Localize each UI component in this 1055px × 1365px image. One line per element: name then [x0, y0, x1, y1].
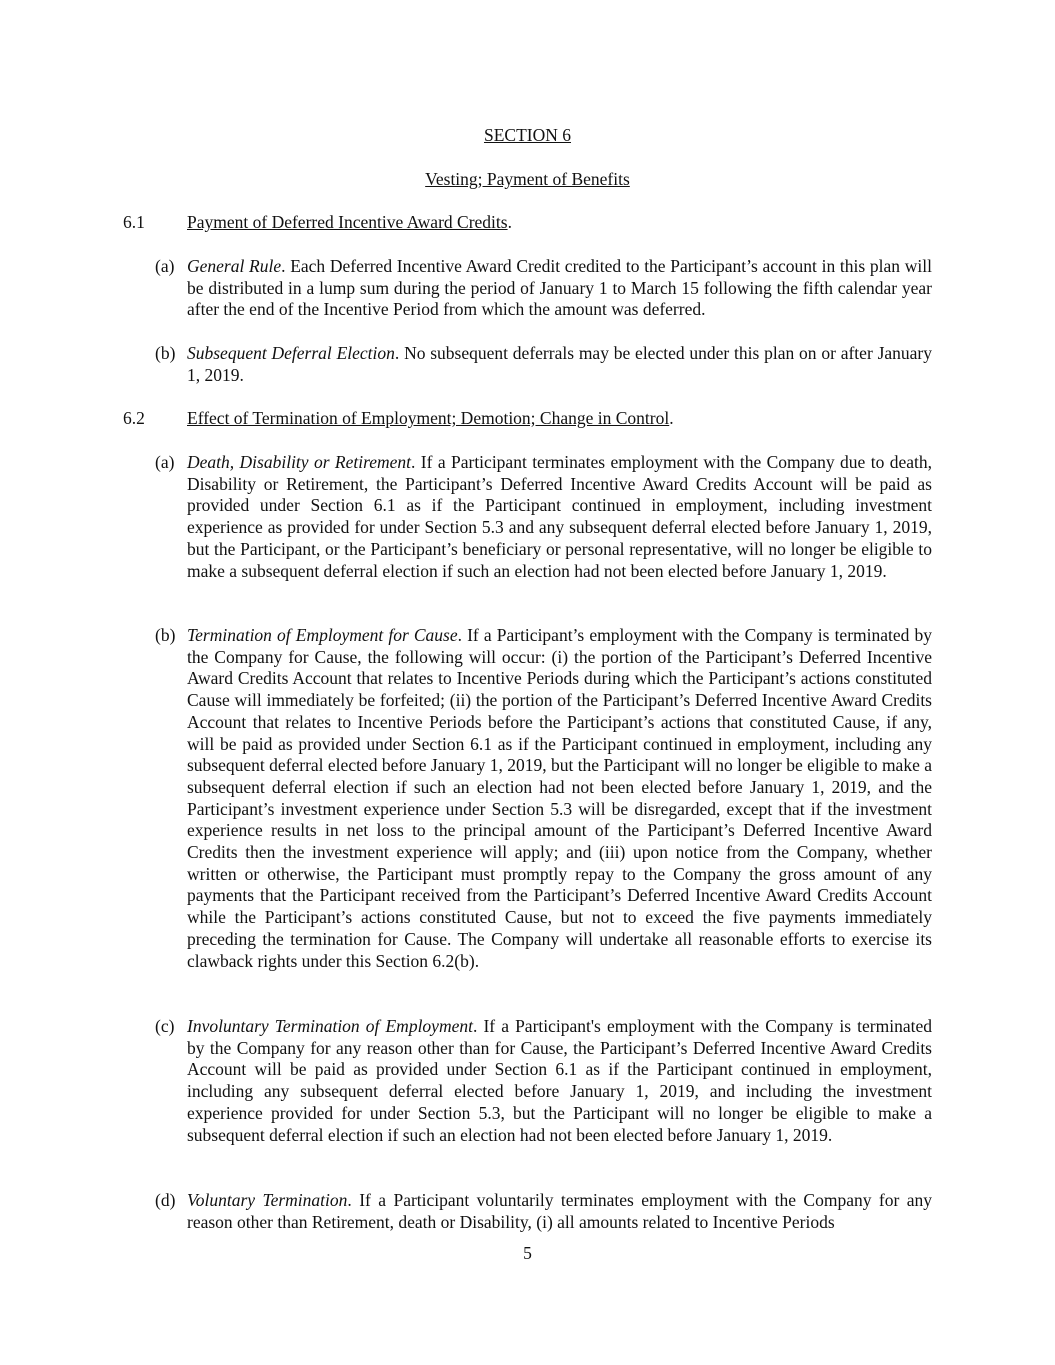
item-label: (b)	[155, 343, 176, 363]
section-subtitle: Vesting; Payment of Benefits	[425, 169, 630, 189]
item-label: (d)	[155, 1190, 176, 1210]
item-body: Involuntary Termination of Employment. If a Participant's employment with the Company is terminated by the Company for any reason other than for Cause, the Participant’s Deferred Incentive Award Credits Account will be paid as provided under Section 6.1 as if the Participant continued in employment, including any subsequent deferral elected before January 1, 2019, and including the investment experience provided for under Section 5.3, but the Participant will no longer be eligible to make a subsequent deferral election if such an election had not been elected before January 1, 2019.	[187, 1016, 932, 1145]
item-body: Voluntary Termination. If a Participant voluntarily terminates employment with the Company for any reason other than Retirement, death or Disability, (i) all amounts related to Incentive Periods	[187, 1190, 932, 1232]
item-body: Subsequent Deferral Election. No subsequent deferrals may be elected under this plan on or after January 1, 2019.	[187, 343, 932, 385]
section-title: SECTION 6	[483, 125, 571, 145]
item-label: (a)	[155, 452, 175, 472]
paragraph-6-2-a	[155, 452, 932, 582]
item-label: (b)	[155, 625, 176, 645]
item-body: Death, Disability or Retirement. If a Participant terminates employment with the Company due to death, Disability or Retirement, the Participant’s Deferred Incentive Award Credits Account will be paid as provided under Section 6.1 as if the Participant continued in employment, including investment experience as provided for under Section 5.3 and any subsequent deferral elected before January 1, 2019, but the Participant, or the Participant’s beneficiary or personal representative, will no longer be eligible to make a subsequent deferral election if such an election had not been elected before January 1, 2019.	[187, 452, 932, 581]
section-heading: Effect of Termination of Employment; Demotion; Change in Control.	[187, 408, 674, 428]
section-number: 6.2	[123, 408, 145, 428]
paragraph-6-2-b	[155, 625, 932, 972]
paragraph-6-1-b	[155, 343, 932, 386]
item-label: (c)	[155, 1016, 175, 1036]
paragraph-6-2-d	[155, 1190, 932, 1233]
item-label: (a)	[155, 256, 175, 276]
page-number: 5	[523, 1243, 532, 1263]
paragraph-6-2-c	[155, 1016, 932, 1146]
item-body: General Rule. Each Deferred Incentive Award Credit credited to the Participant’s account in this plan will be distributed in a lump sum during the period of January 1 to March 15 following the fifth calendar year after the end of the Incentive Period from which the amount was deferred.	[187, 256, 932, 320]
section-heading: Payment of Deferred Incentive Award Credits.	[187, 212, 512, 232]
paragraph-6-1-a	[155, 256, 932, 321]
item-body: Termination of Employment for Cause. If a Participant’s employment with the Company is terminated by the Company for Cause, the following will occur: (i) the portion of the Participant’s Deferred Incentive Award Credits Account that relates to Incentive Periods during which the Participant’s actions constituted Cause will immediately be forfeited; (ii) the portion of the Participant’s Deferred Incentive Award Credits Account that relates to Incentive Periods before the Participant’s actions that constituted Cause, if any, will be paid as provided under Section 6.1 as if the Participant continued in employment, including any subsequent deferral elected before January 1, 2019, but the Participant will no longer be eligible to make a subsequent deferral election if such an election had not been elected before January 1, 2019, and the Participant’s investment experience under Section 5.3 will be disregarded, except that if the investment experience results in net loss to the principal amount of the Participant’s Deferred Incentive Award Credits then the investment experience will apply; and (iii) upon notice from the Company, whether written or otherwise, the Participant must promptly repay to the Company the gross amount of any payments that the Participant received from the Participant’s Deferred Incentive Award Credits Account while the Participant’s actions constituted Cause, but not to exceed the five payments immediately preceding the termination for Cause. The Company will undertake all reasonable efforts to exercise its clawback rights under this Section 6.2(b).	[187, 625, 933, 971]
section-number: 6.1	[123, 212, 145, 232]
